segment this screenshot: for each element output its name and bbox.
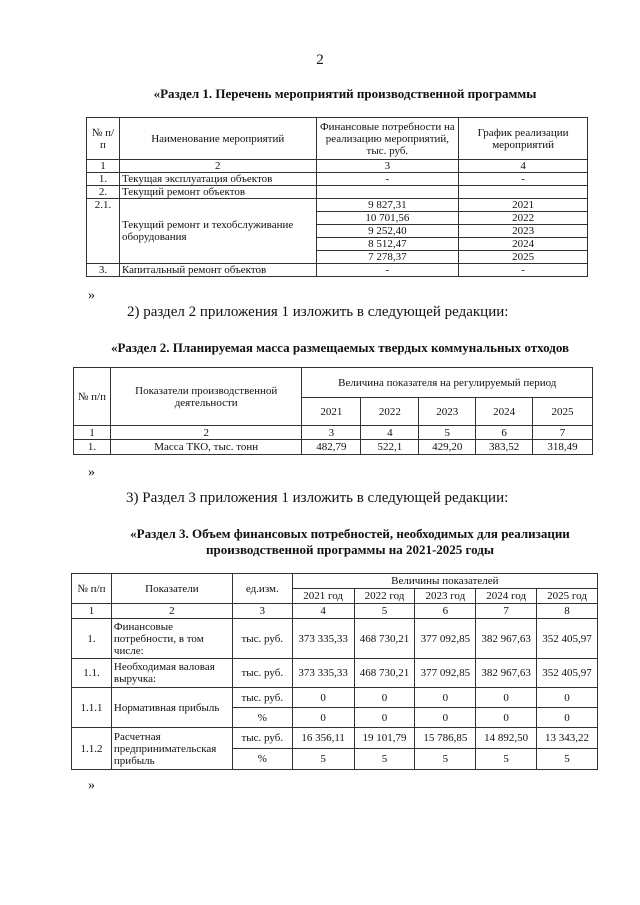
s3-header-values: Величины показателей [292, 574, 597, 589]
table-row [87, 186, 588, 199]
s3-colnum: 4 [292, 604, 354, 619]
row-unit: тыс. руб. [232, 619, 292, 659]
row-value: 377 092,85 [415, 619, 476, 659]
s3-year: 2022 год [354, 589, 415, 604]
row-value: 5 [292, 749, 354, 770]
row-year: 2025 [459, 251, 588, 264]
section3-close-quote: » [88, 778, 95, 793]
row-name: Расчетная предпринимательская прибыль [111, 728, 232, 770]
s1-colnum: 4 [459, 160, 588, 173]
s3-colnum: 7 [476, 604, 537, 619]
row-value: 5 [476, 749, 537, 770]
s3-year: 2021 год [292, 589, 354, 604]
table-row [87, 173, 588, 186]
s1-colnum: 3 [316, 160, 459, 173]
row-cost: - [316, 264, 459, 277]
row-cost: - [316, 173, 459, 186]
s2-header-name: Показатели производственной деятельности [110, 368, 302, 426]
row-value: 352 405,97 [537, 619, 598, 659]
row-name: Необходимая валовая выручка: [111, 659, 232, 688]
s3-colnum: 6 [415, 604, 476, 619]
row-name: Капитальный ремонт объектов [119, 264, 316, 277]
s3-colnum: 3 [232, 604, 292, 619]
row-year: 2022 [459, 212, 588, 225]
row-value: 5 [537, 749, 598, 770]
row-value: 522,1 [361, 440, 419, 455]
row-name: Текущая эксплуатация объектов [119, 173, 316, 186]
row-value: 0 [415, 688, 476, 708]
section2-table [73, 367, 593, 455]
row-value: 15 786,85 [415, 728, 476, 749]
table-row [72, 728, 598, 749]
s2-colnum: 7 [533, 426, 593, 440]
row-no: 1.1. [72, 659, 112, 688]
section2-close-quote: » [88, 465, 95, 480]
s2-header-period: Величина показателя на регулируемый период [302, 368, 593, 398]
section1-title: «Раздел 1. Перечень мероприятий производственной программы [153, 86, 537, 101]
section2-title: «Раздел 2. Планируемая масса размещаемых твердых коммунальных отходов [110, 340, 570, 355]
s3-year: 2025 год [537, 589, 598, 604]
page-number: 2 [316, 52, 324, 68]
row-value: 468 730,21 [354, 659, 415, 688]
row-value: 382 967,63 [476, 659, 537, 688]
row-name: Текущий ремонт объектов [119, 186, 316, 199]
row-value: 0 [354, 708, 415, 728]
s3-colnum: 2 [111, 604, 232, 619]
row-no: 1. [74, 440, 111, 455]
s3-header-name: Показатели [111, 574, 232, 604]
row-year [459, 186, 588, 199]
row-value: 5 [415, 749, 476, 770]
instruction-3: 3) Раздел 3 приложения 1 изложить в следующей редакции: [126, 490, 509, 506]
row-value: 0 [354, 688, 415, 708]
instruction-2: 2) раздел 2 приложения 1 изложить в следующей редакции: [127, 304, 509, 320]
row-year: 2021 [459, 199, 588, 212]
row-value: 0 [292, 688, 354, 708]
row-unit: % [232, 749, 292, 770]
s2-year: 2023 [419, 398, 476, 426]
s2-year: 2022 [361, 398, 419, 426]
s3-colnum: 5 [354, 604, 415, 619]
row-year: - [459, 173, 588, 186]
row-unit: тыс. руб. [232, 728, 292, 749]
row-value: 0 [537, 708, 598, 728]
row-value: 383,52 [476, 440, 533, 455]
row-value: 377 092,85 [415, 659, 476, 688]
s1-colnum: 2 [119, 160, 316, 173]
row-unit: тыс. руб. [232, 659, 292, 688]
row-value: 373 335,33 [292, 619, 354, 659]
row-name: Текущий ремонт и техобслуживание оборудования [119, 199, 316, 264]
row-value: 0 [292, 708, 354, 728]
s2-year: 2021 [302, 398, 361, 426]
row-value: 0 [415, 708, 476, 728]
s1-header-schedule: График реализации мероприятий [459, 118, 588, 160]
row-name: Нормативная прибыль [111, 688, 232, 728]
s2-colnum: 3 [302, 426, 361, 440]
row-value: 468 730,21 [354, 619, 415, 659]
s2-year: 2024 [476, 398, 533, 426]
section1-close-quote: » [88, 288, 95, 303]
row-value: 373 335,33 [292, 659, 354, 688]
row-no: 1. [72, 619, 112, 659]
row-value: 0 [476, 688, 537, 708]
s3-header-no: № п/п [72, 574, 112, 604]
s2-header-no: № п/п [74, 368, 111, 426]
s1-header-cost: Финансовые потребности на реализацию мероприятий, тыс. руб. [316, 118, 459, 160]
row-value: 318,49 [533, 440, 593, 455]
row-cost: 8 512,47 [316, 238, 459, 251]
s3-header-unit: ед.изм. [232, 574, 292, 604]
row-name: Финансовые потребности, в том числе: [111, 619, 232, 659]
table-row [87, 199, 588, 212]
row-value: 382 967,63 [476, 619, 537, 659]
row-no: 3. [87, 264, 120, 277]
row-unit: % [232, 708, 292, 728]
row-no: 1. [87, 173, 120, 186]
row-value: 482,79 [302, 440, 361, 455]
s2-colnum: 6 [476, 426, 533, 440]
table-row [87, 264, 588, 277]
section3-table [71, 573, 598, 770]
row-no: 1.1.1 [72, 688, 112, 728]
row-value: 0 [537, 688, 598, 708]
row-no: 2.1. [87, 199, 120, 264]
row-value: 429,20 [419, 440, 476, 455]
row-cost [316, 186, 459, 199]
s3-colnum: 1 [72, 604, 112, 619]
s3-colnum: 8 [537, 604, 598, 619]
section1-table [86, 117, 588, 277]
s2-colnum: 1 [74, 426, 111, 440]
s3-year: 2024 год [476, 589, 537, 604]
section3-title-line1: «Раздел 3. Объем финансовых потребностей, необходимых для реализации [130, 526, 570, 541]
table-row [74, 440, 593, 455]
row-value: 0 [476, 708, 537, 728]
s2-colnum: 2 [110, 426, 302, 440]
s2-colnum: 4 [361, 426, 419, 440]
section3-title-line2: производственной программы на 2021-2025 годы [206, 542, 494, 557]
row-name: Масса ТКО, тыс. тонн [110, 440, 302, 455]
table-row [72, 688, 598, 708]
s1-header-no: № п/п [87, 118, 120, 160]
s2-year: 2025 [533, 398, 593, 426]
row-cost: 7 278,37 [316, 251, 459, 264]
row-value: 16 356,11 [292, 728, 354, 749]
s1-header-name: Наименование мероприятий [119, 118, 316, 160]
s1-colnum: 1 [87, 160, 120, 173]
table-row [72, 659, 598, 688]
table-row [72, 619, 598, 659]
row-cost: 9 252,40 [316, 225, 459, 238]
row-unit: тыс. руб. [232, 688, 292, 708]
s2-colnum: 5 [419, 426, 476, 440]
row-year: - [459, 264, 588, 277]
row-value: 14 892,50 [476, 728, 537, 749]
row-cost: 10 701,56 [316, 212, 459, 225]
row-year: 2023 [459, 225, 588, 238]
row-value: 352 405,97 [537, 659, 598, 688]
row-year: 2024 [459, 238, 588, 251]
s3-year: 2023 год [415, 589, 476, 604]
row-cost: 9 827,31 [316, 199, 459, 212]
row-value: 5 [354, 749, 415, 770]
row-value: 19 101,79 [354, 728, 415, 749]
row-no: 1.1.2 [72, 728, 112, 770]
row-no: 2. [87, 186, 120, 199]
row-value: 13 343,22 [537, 728, 598, 749]
